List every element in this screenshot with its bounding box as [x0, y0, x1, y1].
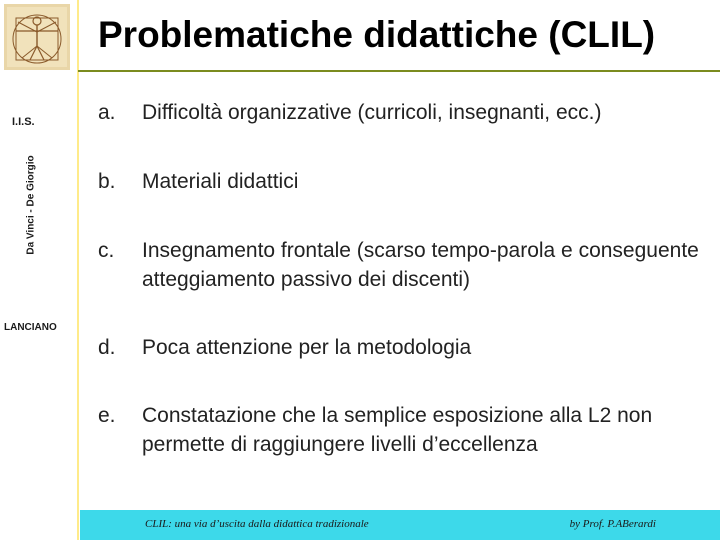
list-item	[98, 333, 713, 362]
school-label-top: I.I.S.	[12, 116, 35, 128]
list-marker: e.	[98, 404, 116, 427]
list-item	[98, 401, 713, 459]
footer-author: by Prof. P.ABerardi	[569, 518, 656, 530]
slide-title: Problematiche didattiche (CLIL)	[98, 14, 656, 55]
list-item-text: Insegnamento frontale (scarso tempo-parola e conseguente atteggiamento passivo dei discenti)	[142, 239, 699, 291]
list-marker: c.	[98, 239, 115, 262]
list-item-text: Poca attenzione per la metodologia	[142, 336, 472, 359]
school-name-vertical: Da Vinci - De Giorgio	[25, 155, 37, 255]
footer-bar	[80, 510, 720, 540]
list-marker: b.	[98, 170, 116, 193]
list-item	[98, 98, 713, 127]
list-marker: d.	[98, 336, 116, 359]
school-city: LANCIANO	[4, 322, 57, 333]
list-item	[98, 167, 713, 196]
list-item-text: Constatazione che la semplice esposizione alla L2 non permette di raggiungere livelli d’eccellenza	[142, 404, 653, 456]
title-underline	[78, 70, 720, 72]
list-marker: a.	[98, 101, 116, 124]
vitruvian-man-logo-icon	[4, 4, 70, 70]
list-item-text: Materiali didattici	[142, 170, 299, 193]
footer-course-title: CLIL: una via d’uscita dalla didattica tradizionale	[145, 518, 369, 530]
sidebar-divider	[77, 0, 79, 540]
sidebar	[0, 0, 77, 540]
list-item	[98, 236, 713, 294]
list-item-text: Difficoltà organizzative (curricoli, insegnanti, ecc.)	[142, 101, 602, 124]
